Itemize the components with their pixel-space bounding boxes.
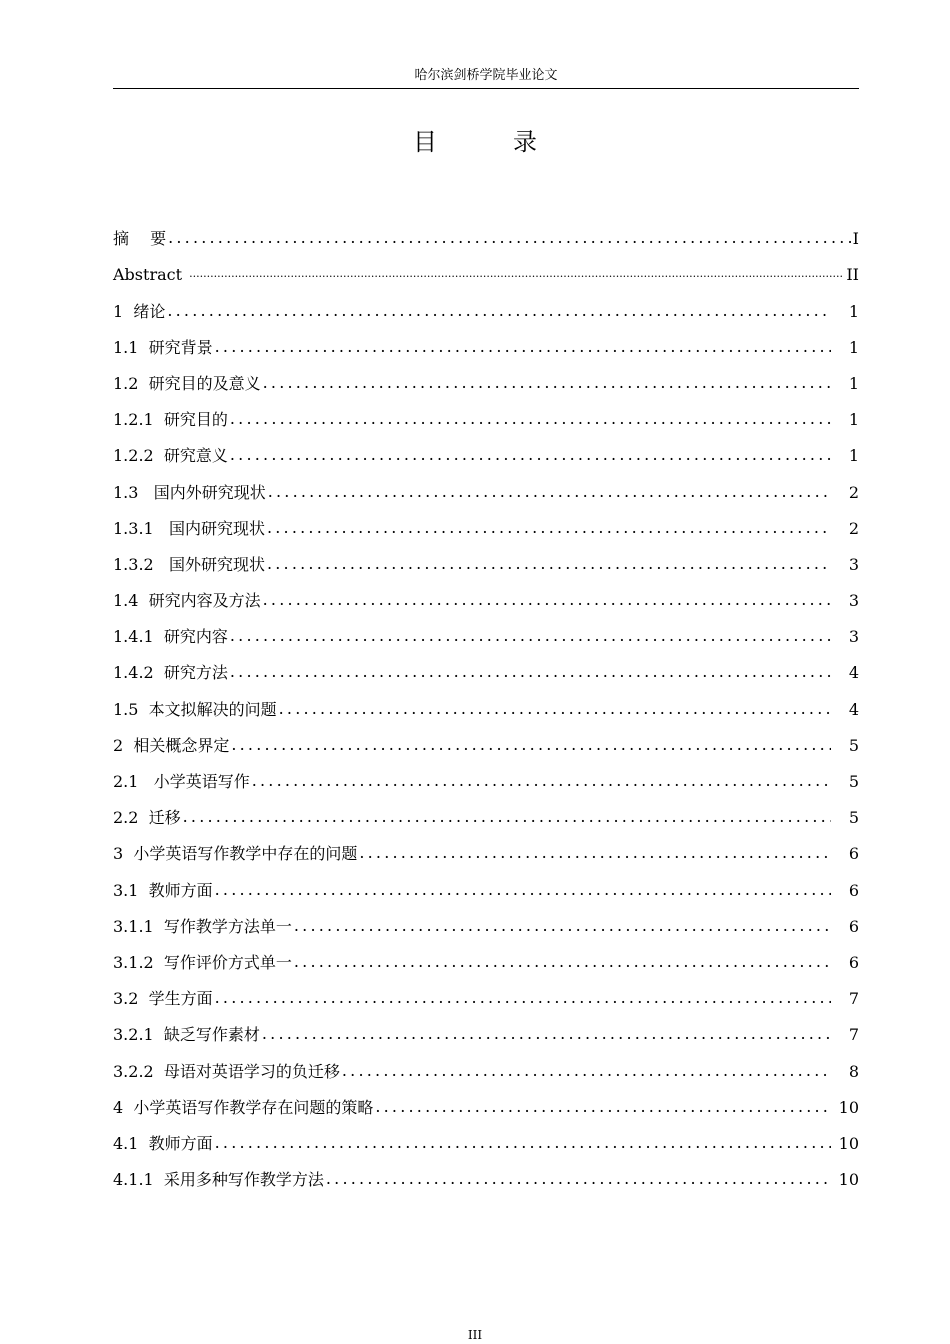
toc-entry-page: 10: [838, 1170, 859, 1190]
toc-entry-page: 3: [848, 627, 859, 647]
dot-leader: [279, 699, 831, 719]
dot-leader: [267, 518, 831, 538]
toc-entry-page: 6: [848, 952, 859, 972]
dot-leader: [168, 228, 851, 248]
table-of-contents: [113, 213, 859, 1190]
toc-entry-page: 1: [848, 301, 859, 321]
toc-entry[interactable]: [113, 539, 859, 575]
page-number: III: [467, 1328, 483, 1342]
toc-entry-page: 2: [848, 518, 859, 538]
toc-entry-abstract-en[interactable]: [113, 249, 859, 285]
toc-entry-label: 1.2.1 研究目的: [113, 410, 228, 430]
page-title: 目 录: [413, 128, 563, 156]
toc-entry-page: 1: [848, 410, 859, 430]
dot-leader: [268, 482, 831, 502]
toc-entry-label: Abstract: [113, 265, 188, 285]
toc-entry[interactable]: [113, 1082, 859, 1118]
toc-entry-page: 1: [848, 373, 859, 393]
toc-entry[interactable]: [113, 720, 859, 756]
toc-entry-label: 1.4.1 研究内容: [113, 627, 228, 647]
toc-entry[interactable]: [113, 792, 859, 828]
dot-leader: [230, 662, 831, 682]
dot-leader: [267, 554, 831, 574]
dot-leader: [215, 337, 831, 357]
dot-leader: [230, 626, 831, 646]
toc-entry[interactable]: [113, 1118, 859, 1154]
dot-leader: [294, 952, 831, 972]
toc-entry-label: 2 相关概念界定: [113, 735, 230, 755]
dot-leader: [189, 264, 844, 284]
toc-entry[interactable]: [113, 1045, 859, 1081]
toc-entry-label: 摘 要: [113, 229, 167, 249]
dot-leader: [230, 409, 831, 429]
toc-entry-label: 4.1.1 采用多种写作教学方法: [113, 1170, 324, 1190]
toc-entry[interactable]: [113, 647, 859, 683]
toc-entry[interactable]: [113, 322, 859, 358]
toc-entry-page: 5: [848, 735, 859, 755]
dot-leader: [215, 880, 831, 900]
toc-entry-abstract-cn[interactable]: [113, 213, 859, 249]
toc-entry[interactable]: [113, 285, 859, 321]
toc-entry-label: 1.3.2 国外研究现状: [113, 554, 265, 574]
running-header: 哈尔滨剑桥学院毕业论文: [414, 68, 558, 83]
toc-entry-page: 10: [838, 1133, 859, 1153]
toc-entry-page: 3: [848, 554, 859, 574]
toc-entry[interactable]: [113, 683, 859, 719]
toc-entry[interactable]: [113, 937, 859, 973]
toc-entry-label: 2.1 小学英语写作: [113, 772, 250, 791]
toc-entry-page: 4: [848, 663, 859, 683]
toc-entry[interactable]: [113, 430, 859, 466]
toc-entry-label: 3.2.2 母语对英语学习的负迁移: [113, 1061, 340, 1081]
toc-entry-label: 4.1 教师方面: [113, 1133, 213, 1153]
toc-entry-label: 3.1.1 写作教学方法单一: [113, 916, 292, 936]
dot-leader: [263, 373, 831, 393]
toc-entry-label: 4 小学英语写作教学存在问题的策略: [113, 1097, 374, 1117]
toc-entry-label: 3.1 教师方面: [113, 880, 213, 900]
toc-entry-page: 5: [848, 772, 859, 791]
toc-entry-page: 10: [838, 1097, 859, 1117]
toc-entry[interactable]: [113, 503, 859, 539]
toc-entry-page: 4: [848, 699, 859, 719]
dot-leader: [252, 771, 831, 791]
toc-entry[interactable]: [113, 1009, 859, 1045]
toc-entry[interactable]: [113, 901, 859, 937]
dot-leader: [294, 916, 831, 936]
dot-leader: [230, 445, 831, 465]
toc-entry-page: 2: [848, 482, 859, 502]
header-rule: [113, 88, 859, 89]
toc-entry-label: 3.2.1 缺乏写作素材: [113, 1025, 260, 1045]
toc-entry-page: 5: [848, 808, 859, 828]
dot-leader: [215, 1133, 831, 1153]
toc-entry-label: 1.2.2 研究意义: [113, 446, 228, 466]
dot-leader: [215, 988, 831, 1008]
toc-entry[interactable]: [113, 575, 859, 611]
toc-entry[interactable]: [113, 756, 859, 792]
toc-entry[interactable]: [113, 466, 859, 502]
toc-entry-label: 1.3.1 国内研究现状: [113, 518, 265, 538]
toc-entry-label: 1.2 研究目的及意义: [113, 373, 261, 393]
toc-entry-page: 1: [848, 446, 859, 466]
toc-entry[interactable]: [113, 394, 859, 430]
toc-entry-page: 7: [848, 1025, 859, 1045]
toc-entry-label: 1.5 本文拟解决的问题: [113, 699, 277, 719]
toc-entry-label: 1 绪论: [113, 301, 166, 321]
toc-entry-page: I: [852, 229, 859, 249]
dot-leader: [359, 843, 831, 863]
toc-entry-label: 1.4 研究内容及方法: [113, 591, 261, 611]
dot-leader: [375, 1097, 831, 1117]
dot-leader: [167, 301, 831, 321]
toc-entry-label: 1.3 国内外研究现状: [113, 482, 266, 502]
toc-entry[interactable]: [113, 1154, 859, 1190]
toc-entry-page: 6: [848, 916, 859, 936]
toc-entry[interactable]: [113, 611, 859, 647]
toc-entry-page: 8: [848, 1061, 859, 1081]
dot-leader: [231, 735, 831, 755]
toc-entry[interactable]: [113, 358, 859, 394]
dot-leader: [326, 1169, 831, 1189]
toc-entry-page: 6: [848, 844, 859, 864]
dot-leader: [342, 1061, 831, 1081]
toc-entry-label: 3.2 学生方面: [113, 989, 213, 1009]
toc-entry-label: 3 小学英语写作教学中存在的问题: [113, 844, 358, 864]
dot-leader: [262, 1024, 831, 1044]
toc-entry[interactable]: [113, 973, 859, 1009]
toc-entry-label: 1.4.2 研究方法: [113, 663, 228, 683]
toc-entry-label: 3.1.2 写作评价方式单一: [113, 952, 292, 972]
toc-entry[interactable]: [113, 864, 859, 900]
toc-entry[interactable]: [113, 828, 859, 864]
toc-entry-page: 3: [848, 591, 859, 611]
toc-entry-page: 6: [848, 880, 859, 900]
toc-entry-label: 2.2 迁移: [113, 808, 181, 828]
dot-leader: [183, 807, 831, 827]
toc-entry-page: 1: [848, 337, 859, 357]
toc-entry-page: 7: [848, 989, 859, 1009]
dot-leader: [263, 590, 831, 610]
toc-entry-page: II: [846, 265, 859, 285]
toc-entry-label: 1.1 研究背景: [113, 337, 213, 357]
